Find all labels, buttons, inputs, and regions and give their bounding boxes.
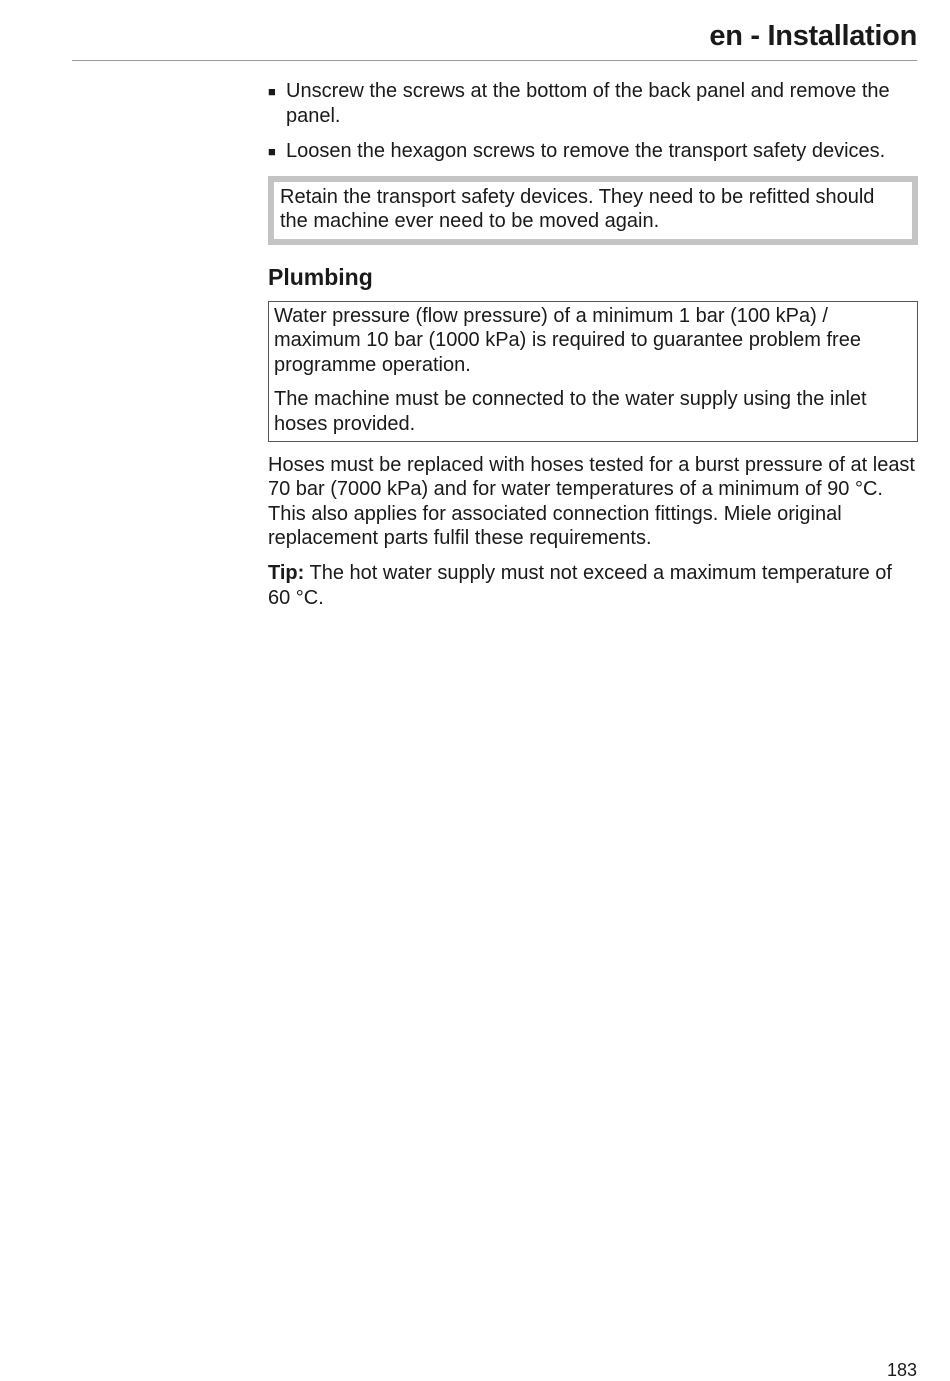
tip-text: The hot water supply must not exceed a maximum temperature of 60 °C. xyxy=(268,561,892,609)
warning-text: Water pressure (flow pressure) of a minimum 1 bar (100 kPa) / maximum 10 bar (1000 kPa) is required to guarantee problem free programme operation. xyxy=(274,304,861,376)
section-heading: Plumbing xyxy=(268,263,373,290)
page-header-title: en - Installation xyxy=(709,20,917,52)
page-content xyxy=(268,79,918,610)
step-item xyxy=(268,79,918,128)
step-text: Unscrew the screws at the bottom of the back panel and remove the panel. xyxy=(286,80,890,127)
step-item xyxy=(268,139,918,165)
warning-text: The machine must be connected to the water supply using the inlet hoses provided. xyxy=(274,388,867,435)
hoses-text: Hoses must be replaced with hoses tested for a burst pressure of at least 70 bar (7000 kPa) and for water temperatures of a minimum of 90 °C. xyxy=(268,453,915,501)
header-divider xyxy=(72,60,917,61)
note-text: Retain the transport safety devices. They need to be refitted should the machine ever need to be moved again. xyxy=(280,185,875,233)
body-paragraph xyxy=(268,453,918,551)
square-bullet-icon: ■ xyxy=(268,144,276,160)
step-text: Loosen the hexagon screws to remove the transport safety devices. xyxy=(286,140,886,163)
note-box xyxy=(268,176,918,245)
tip-paragraph xyxy=(268,561,918,610)
page-number: 183 xyxy=(886,1360,917,1380)
fittings-text: This also applies for associated connection fittings. Miele original replacement parts fulfil these requirements. xyxy=(268,502,842,550)
square-bullet-icon: ■ xyxy=(268,84,276,99)
warning-box xyxy=(268,301,918,442)
tip-label: Tip: xyxy=(268,561,305,584)
